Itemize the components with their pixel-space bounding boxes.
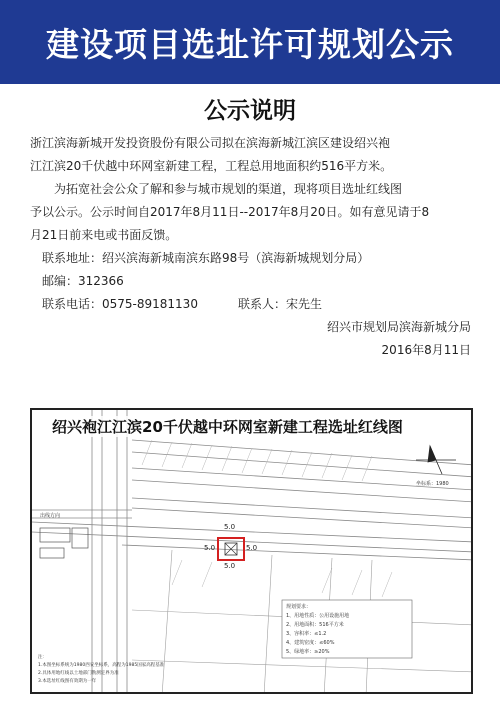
issuer-name: 绍兴市规划局滨海新城分局 (326, 320, 471, 334)
dimension-label: 5.0 (224, 562, 236, 570)
note-line: 3.本选址红线图有效期为一年 (38, 679, 97, 684)
legend-item: 5、绿地率：≥20% (286, 649, 330, 655)
note-line: 注： (38, 655, 47, 660)
note-line: 1.本图坐标系统为1980西安坐标系，高程为1985国家高程基准 (38, 663, 165, 668)
map-title: 绍兴袍江江滨20千伏越中环网室新建工程选址红线图 (52, 418, 403, 436)
road-lines (32, 440, 473, 560)
legend-item: 2、用地面积：516平方米 (286, 622, 344, 628)
dimension-label: 5.0 (204, 544, 216, 552)
legend (286, 603, 410, 657)
vertical-roads (32, 410, 132, 694)
contact-postcode: 邮编：312366 (42, 274, 124, 288)
notice-line: 予以公示。公示时间自2017年8月11日--2017年8月20日。如有意见请于8 (30, 205, 430, 219)
issue-date: 2016年8月11日 (381, 343, 471, 357)
contact-address: 联系地址：绍兴滨海新城南滨东路98号（滨海新城规划分局） (42, 251, 370, 265)
dimension-label: 5.0 (224, 523, 236, 531)
dimension-label: 5.0 (246, 544, 258, 552)
legend-title: 规划要求： (286, 604, 312, 610)
note-line: 2.具体用地红线以土地部门勘测定界为准 (38, 671, 119, 676)
notice-body (30, 132, 475, 362)
north-label: 坐标系：1980 (416, 481, 449, 487)
header-banner (0, 0, 500, 84)
legend-item: 3、容积率：≤1.2 (286, 631, 327, 637)
site-red-line-map (30, 408, 473, 694)
notice-line: 为拓宽社会公众了解和参与城市规划的渠道，现将项目选址红线图 (54, 182, 403, 196)
map-notes (38, 654, 188, 686)
side-label: 出线方向 (40, 513, 61, 519)
legend-item: 1、用地性质：公用设施用地 (286, 613, 350, 619)
contact-person: 联系人：宋先生 (237, 297, 322, 311)
notice-line: 月21日前来电或书面反馈。 (30, 228, 178, 242)
notice-line: 江江滨20千伏越中环网室新建工程，工程总用地面积约516平方米。 (30, 159, 393, 173)
north-arrow-icon (416, 446, 456, 474)
notice-heading: 公示说明 (204, 98, 296, 124)
banner-title: 建设项目选址许可规划公示 (46, 24, 454, 64)
hatch-blocks (142, 440, 392, 597)
notice-line: 浙江滨海新城开发投资股份有限公司拟在滨海新城江滨区建设绍兴袍 (30, 136, 391, 150)
legend-item: 4、建筑密度：≤60% (286, 640, 335, 646)
contact-phone: 联系电话：0575-89181130 (42, 297, 198, 311)
